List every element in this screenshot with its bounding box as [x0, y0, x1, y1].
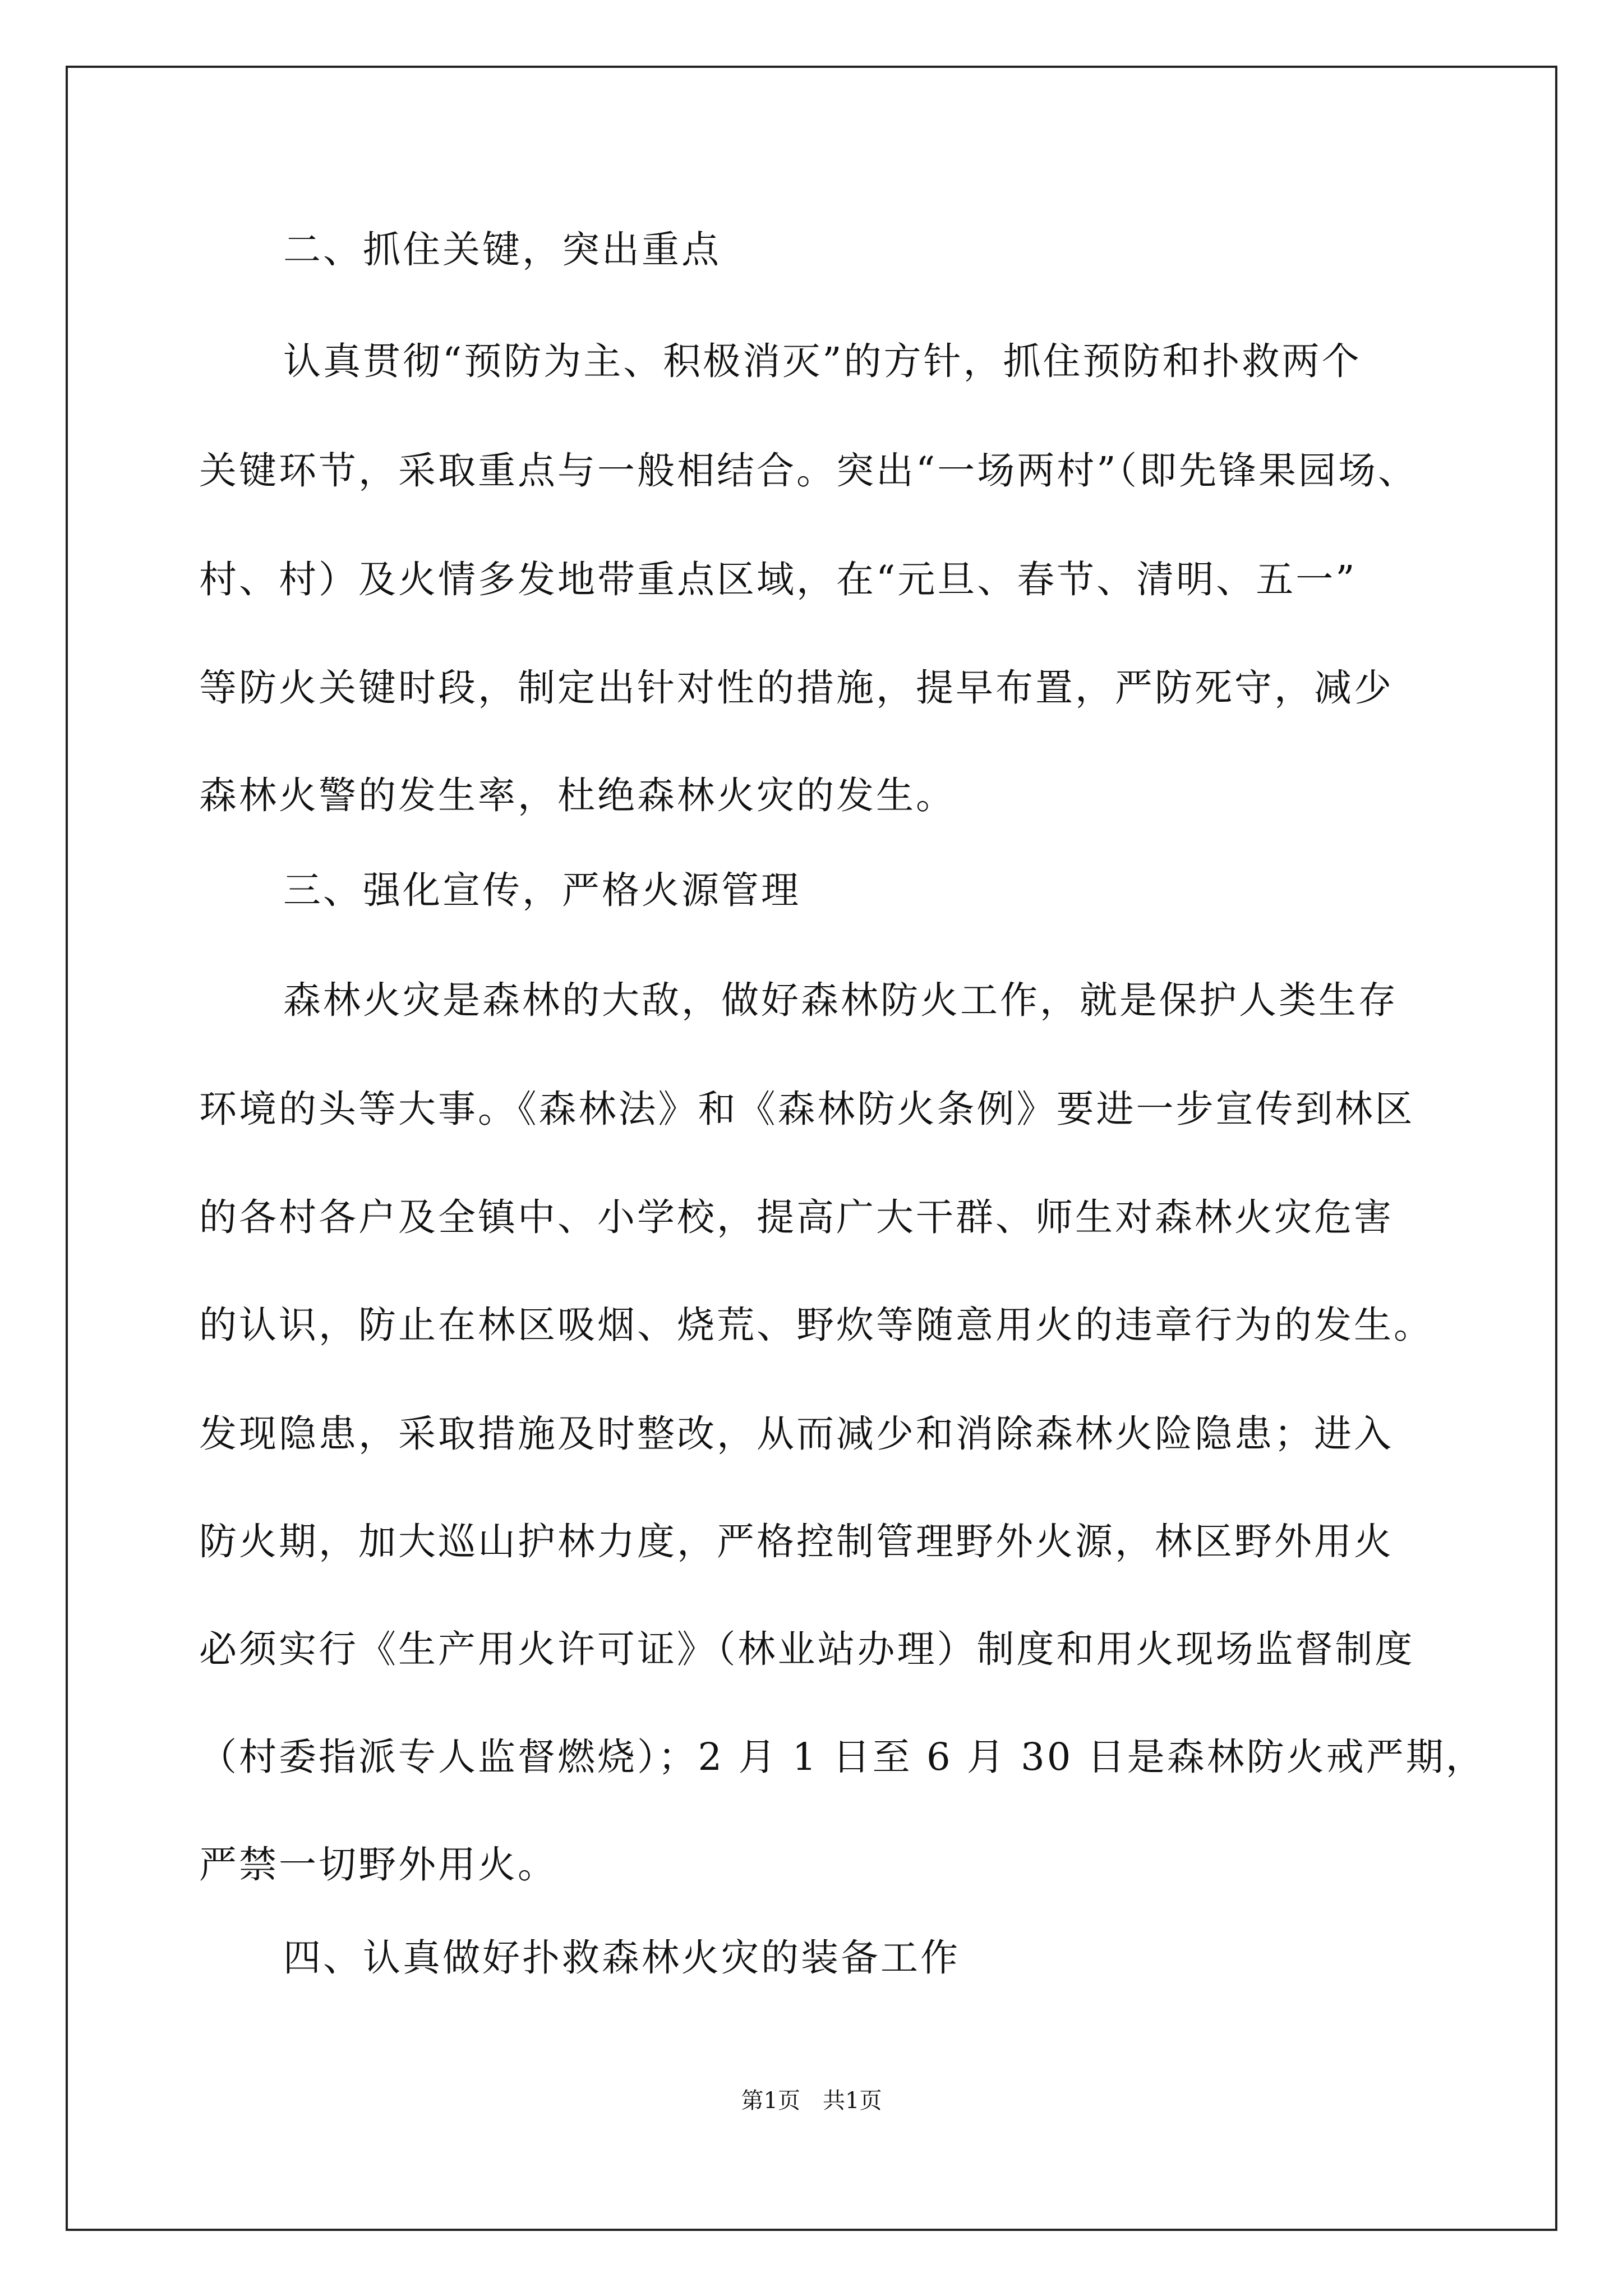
section-heading-3: 三、强化宣传，严格火源管理	[283, 868, 801, 912]
body-text-line: 的认识，防止在林区吸烟、烧荒、野炊等随意用火的违章行为的发生。	[199, 1303, 1433, 1347]
body-text-line: 防火期，加大巡山护林力度，严格控制管理野外火源，林区野外用火	[199, 1520, 1394, 1563]
body-text-line: 发现隐患，采取措施及时整改，从而减少和消除森林火险隐患；进入	[199, 1412, 1394, 1456]
body-text-line: （村委指派专人监督燃烧）；2 月 1 日至 6 月 30 日是森林防火戒严期，	[199, 1735, 1486, 1779]
body-text-line: 的各村各户及全镇中、小学校，提高广大干群、师生对森林火灾危害	[199, 1195, 1394, 1239]
body-text-line: 森林火警的发生率，杜绝森林火灾的发生。	[199, 774, 956, 817]
body-text-line: 严禁一切野外用火。	[199, 1843, 557, 1887]
body-text-line: 认真贯彻“预防为主、积极消灭”的方针，抓住预防和扑救两个	[283, 339, 1362, 383]
body-text-line: 环境的头等大事。《森林法》和《森林防火条例》要进一步宣传到林区	[199, 1087, 1415, 1131]
page-number-footer: 第1页 共1页	[741, 2088, 882, 2114]
body-text-line: 森林火灾是森林的大敌，做好森林防火工作，就是保护人类生存	[283, 978, 1398, 1022]
section-heading-2: 二、抓住关键，突出重点	[283, 228, 721, 272]
body-text-line: 关键环节，采取重点与一般相结合。突出“一场两村”（即先锋果园场、	[199, 449, 1418, 493]
page-border	[66, 66, 1557, 2231]
body-text-line: 等防火关键时段，制定出针对性的措施，提早布置，严防死守，减少	[199, 666, 1394, 710]
section-heading-4: 四、认真做好扑救森林火灾的装备工作	[283, 1936, 960, 1980]
body-text-line: 必须实行《生产用火许可证》（林业站办理）制度和用火现场监督制度	[199, 1627, 1415, 1671]
body-text-line: 村、村）及火情多发地带重点区域，在“元旦、春节、清明、五一”	[199, 558, 1357, 601]
